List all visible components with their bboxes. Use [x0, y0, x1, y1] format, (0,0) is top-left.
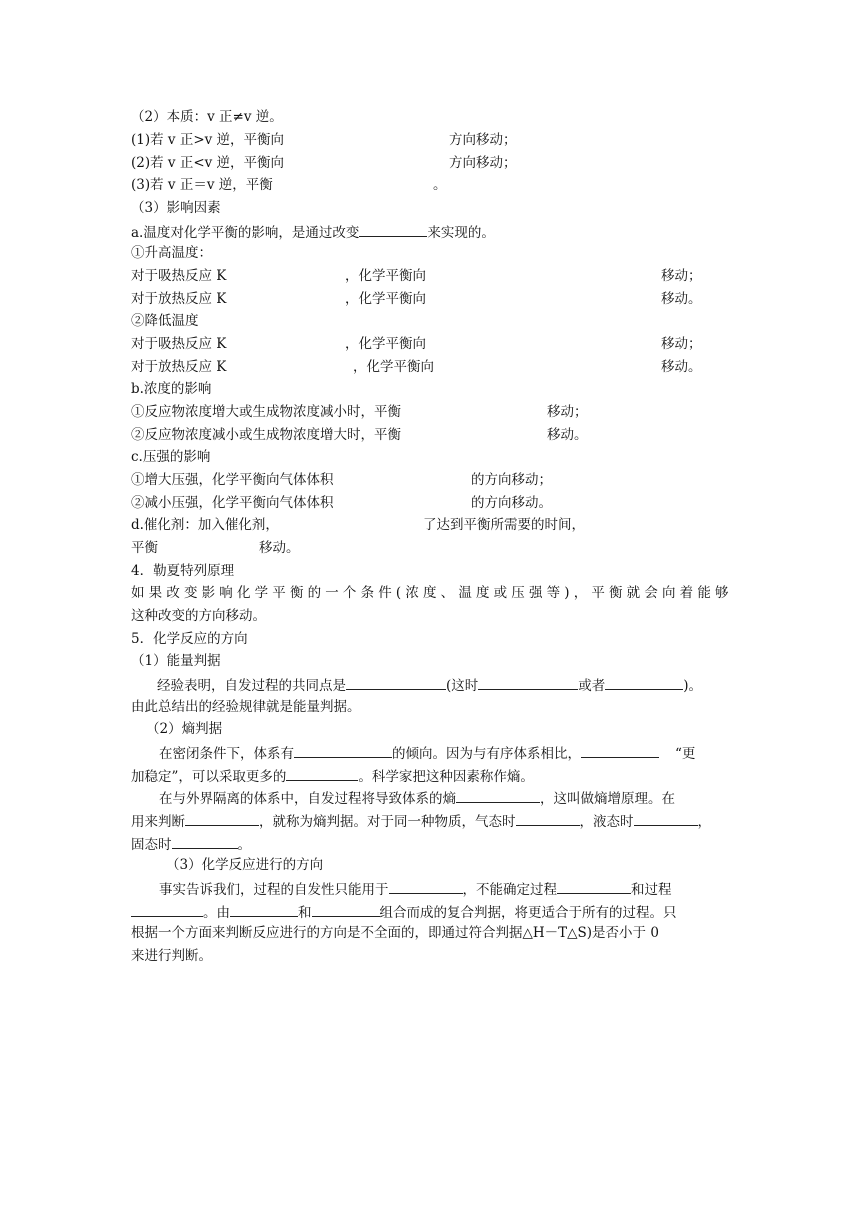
blank-line — [605, 674, 683, 690]
text-line: 在与外界隔离的体系中，自发过程将导致体系的熵 ，这叫做熵增原理。在 — [159, 787, 675, 809]
paragraph-line: 如果改变影响化学平衡的一个条件(浓度、温度或压强等)，平衡就会向着能够 — [131, 585, 730, 601]
blank-line — [131, 901, 203, 917]
section-heading: （1）能量判据 — [131, 653, 221, 669]
blank-line — [185, 810, 259, 826]
blank-line — [557, 878, 631, 894]
text-line: 根据一个方面来判断反应进行的方向是不全面的，即通过符合判据△H－T△S)是否小于 0 — [131, 925, 659, 941]
text-line: 固态时 。 — [131, 833, 251, 855]
blank-line — [456, 787, 540, 803]
text-line: 加稳定”，可以采取更多的 。科学家把这种因素称作熵。 — [131, 765, 534, 787]
blank-line — [294, 742, 392, 758]
blank-line — [286, 765, 358, 781]
text-line: 在密闭条件下，体系有 的倾向。因为与有序体系相比， “更 — [159, 742, 695, 764]
text-line: 经验表明，自发过程的共同点是 (这时 或者 )。 — [157, 674, 702, 696]
text-line: 事实告诉我们，过程的自发性只能用于 ，不能确定过程 和过程 — [159, 878, 672, 900]
section-heading: 5．化学反应的方向 — [131, 631, 248, 647]
blank-line — [312, 901, 380, 917]
blank-line — [478, 674, 578, 690]
text-line: 用来判断 ，就称为熵判据。对于同一种物质，气态时 ，液态时 ， — [131, 810, 711, 832]
blank-line — [230, 901, 298, 917]
section-heading: （3）化学反应进行的方向 — [166, 857, 324, 873]
text-line: a.温度对化学平衡的影响，是通过改变 来实现的。 — [131, 221, 495, 243]
text-line: b.浓度的影响 — [131, 381, 212, 397]
blank-line — [389, 878, 463, 894]
blank-line — [581, 742, 659, 758]
text-line: ①升高温度： — [131, 245, 212, 261]
text-line: c.压强的影响 — [131, 449, 211, 465]
blank-line — [172, 833, 238, 849]
blank-line — [359, 221, 427, 237]
blank-line — [516, 810, 580, 826]
section-heading: 4．勒夏特列原理 — [131, 563, 235, 579]
section-heading: （2）熵判据 — [146, 721, 223, 737]
blank-line — [634, 810, 698, 826]
text-line: 由此总结出的经验规律就是能量判据。 — [131, 699, 361, 715]
text-line: 这种改变的方向移动。 — [131, 608, 266, 624]
section-heading: （3）影响因素 — [131, 200, 221, 216]
essence-heading: （2）本质：v 正≠v 逆。 — [131, 109, 283, 125]
text-line: 来进行判断。 — [131, 948, 212, 964]
text-line: ②降低温度 — [131, 313, 199, 329]
text-line: 。由 和 组合而成的复合判据，将更适合于所有的过程。只 — [131, 901, 677, 923]
blank-line — [346, 674, 446, 690]
